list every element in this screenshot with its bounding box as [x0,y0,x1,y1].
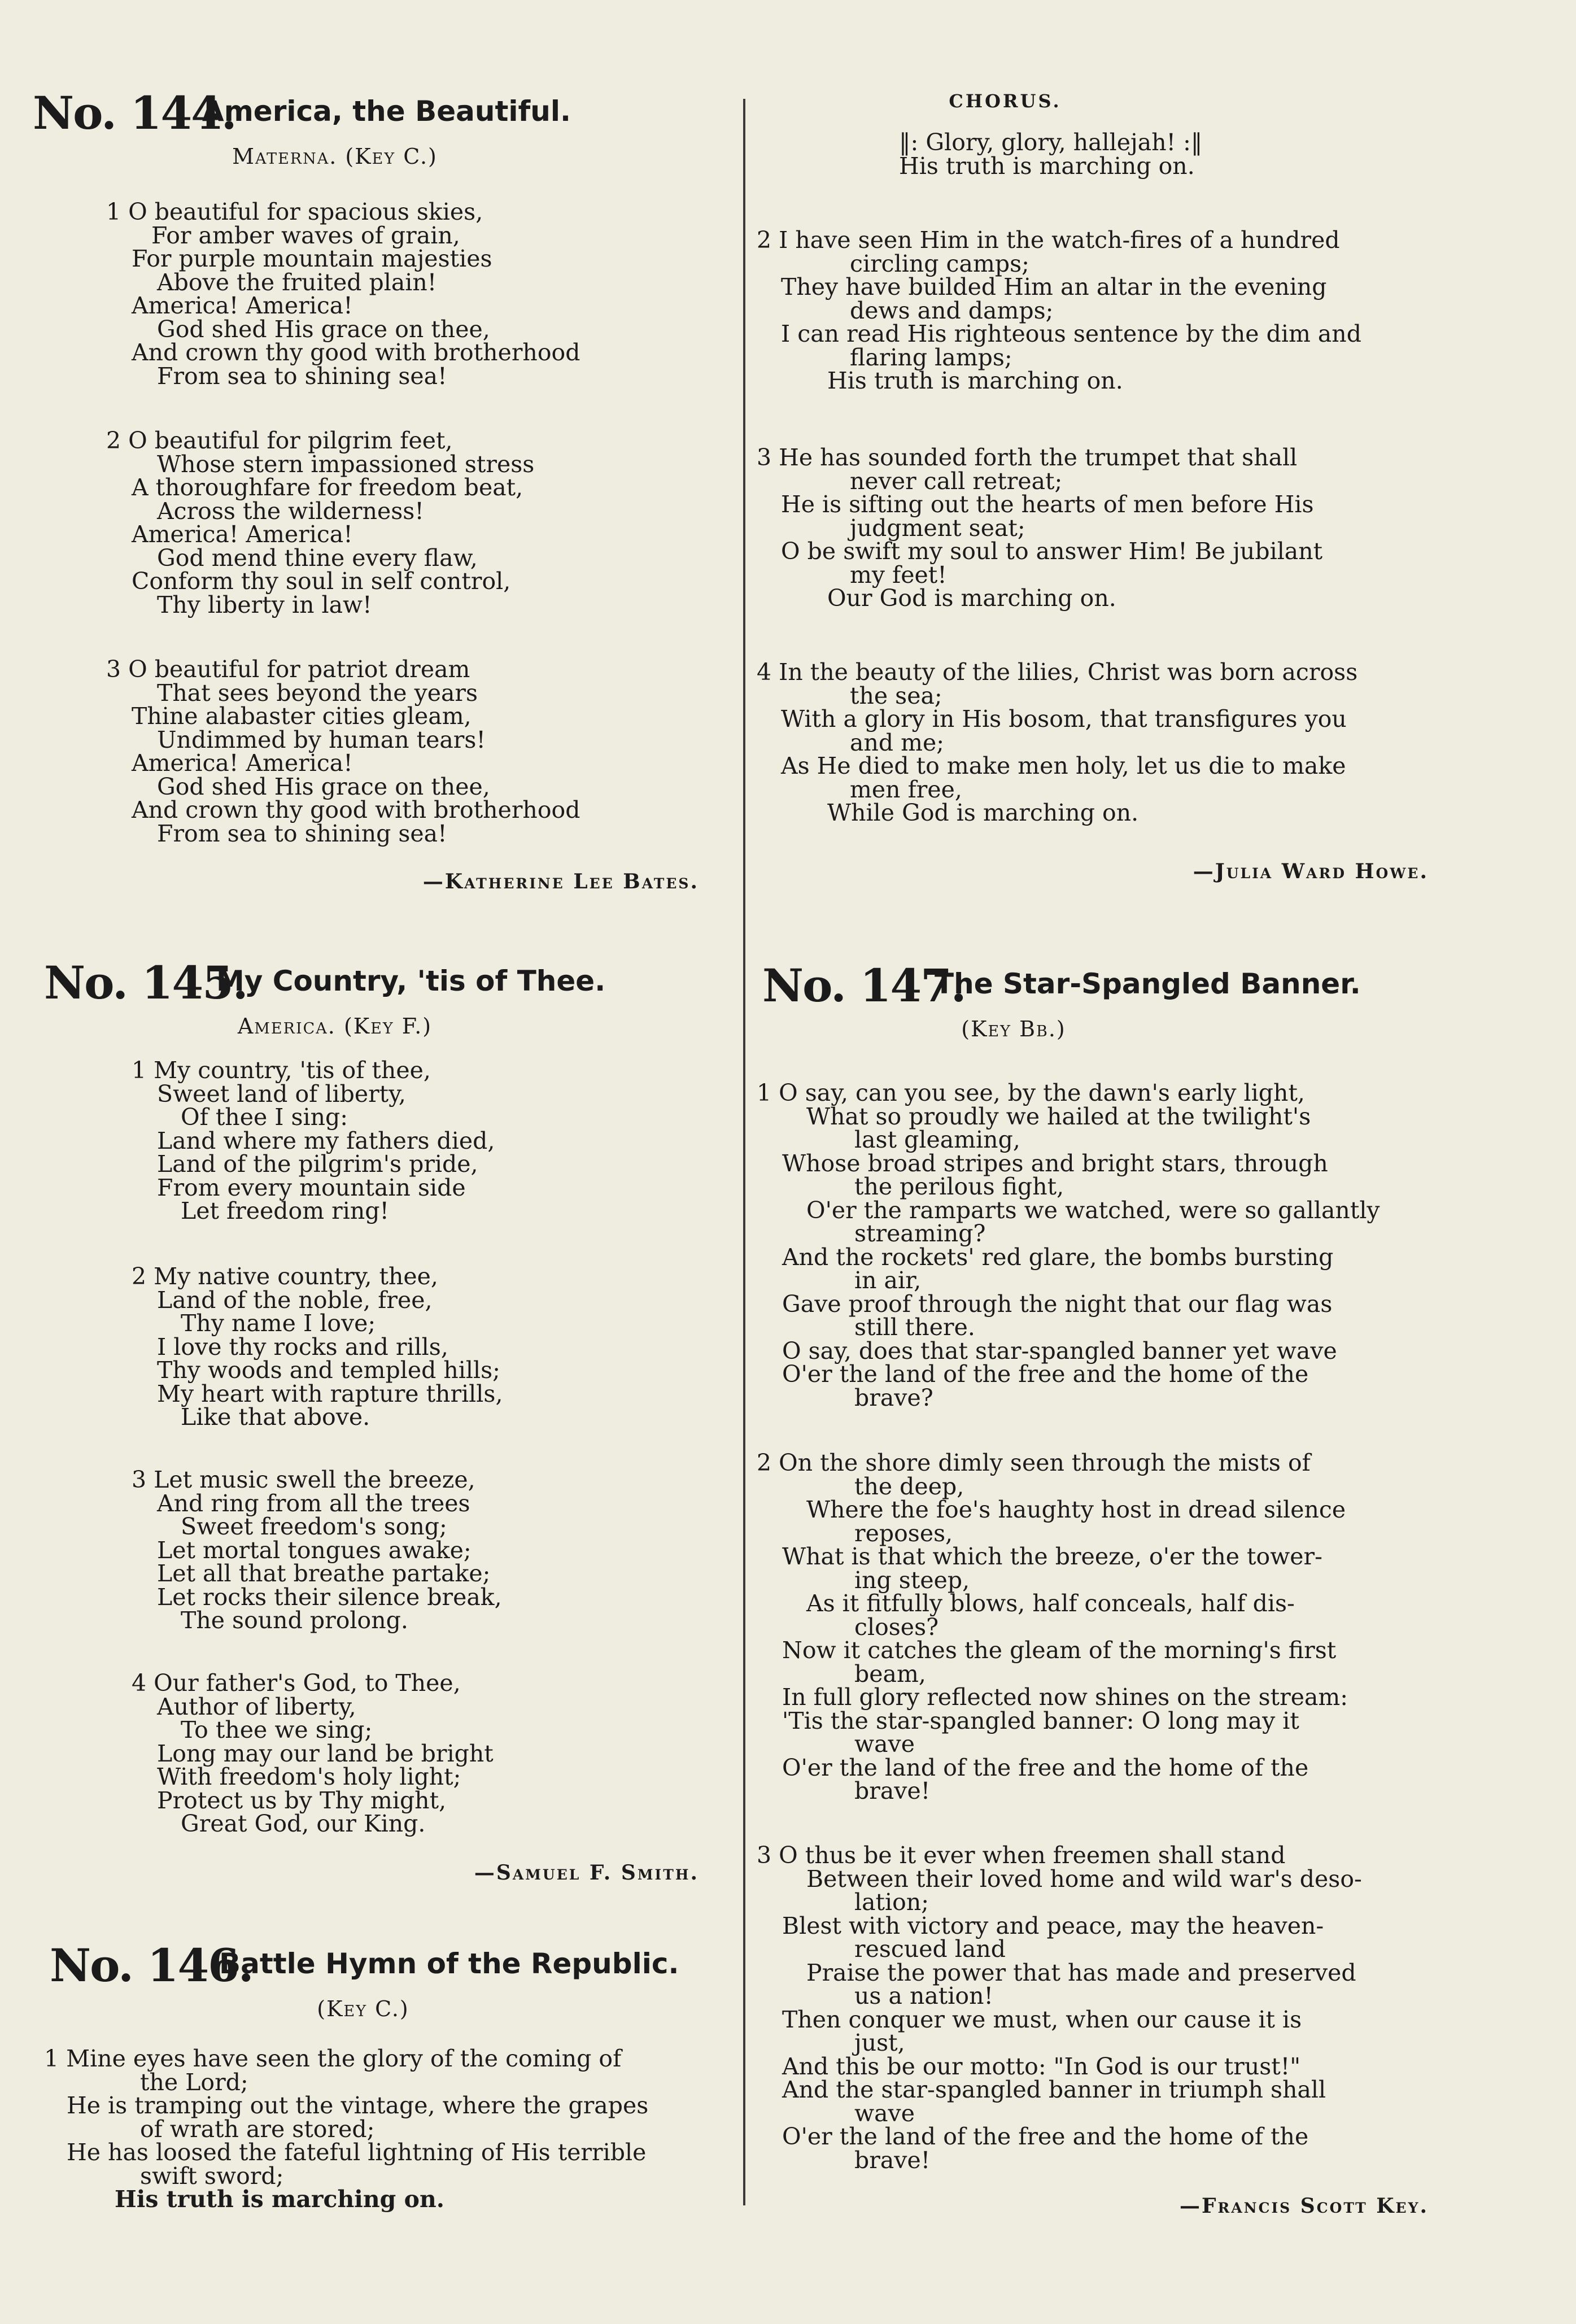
column-divider [743,99,745,2205]
verse-line: He is tramping out the vintage, where the grapes [67,2092,649,2119]
hymn-tune: (Key C.) [317,1996,409,2021]
verse-line: Let freedom ring! [181,1197,389,1224]
verse-line: And the rockets' red glare, the bombs bursting [782,1243,1334,1271]
verse-line: Author of liberty, [157,1693,356,1720]
verse-line: Thy woods and templed hills; [157,1357,500,1384]
verse-line: the sea; [850,682,942,709]
verse-line: I love thy rocks and rills, [157,1333,448,1361]
verse-line: God shed His grace on thee, [157,773,490,800]
verse-line: As it fitfully blows, half conceals, half dis- [806,1590,1295,1617]
verse-line: And crown thy good with brotherhood [132,339,580,366]
verse-1 [751,1079,1468,1411]
verse-line: Thy name I love; [181,1310,376,1337]
verse-line: my feet! [850,561,947,588]
verse-line: 4 Our father's God, to Thee, [132,1669,461,1697]
verse-line: men free, [850,775,962,803]
verse-line: A thoroughfare for freedom beat, [132,474,523,501]
verse-line: Blest with victory and peace, may the heaven- [782,1912,1324,1939]
verse-line: closes? [854,1613,939,1641]
verse-line: Sweet freedom's song; [181,1513,447,1540]
verse-line: brave! [854,1777,931,1804]
verse-line: O say, does that star-spangled banner yet wave [782,1337,1337,1364]
verse-line: Sweet land of liberty, [157,1080,406,1108]
verse-line: last gleaming, [854,1126,1020,1153]
verse-line: His truth is marching on. [827,367,1123,394]
hymn-title: Battle Hymn of the Republic. [219,1947,679,1980]
verse-line: O'er the land of the free and the home of the [782,2123,1309,2150]
hymn-author: —Katherine Lee Bates. [422,870,699,893]
verse-3 [33,1468,739,1633]
verse-line: rescued land [854,1935,1006,1963]
verse-line: For amber waves of grain, [151,221,460,249]
verse-line: For purple mountain majesties [132,245,492,272]
verse-line: judgment seat; [850,514,1025,542]
verse-line: O'er the ramparts we watched, were so gallantly [806,1196,1380,1224]
verse-line: Of thee I sing: [181,1104,348,1131]
hymn-author: —Francis Scott Key. [1179,2194,1429,2218]
verse-line: Undimmed by human tears! [157,726,486,753]
verse-line: And crown thy good with brotherhood [132,796,580,823]
hymn-tune: (Key Bb.) [961,1017,1066,1041]
verse-line: Like that above. [181,1403,370,1431]
chorus [751,131,1468,178]
verse-line: Across the wilderness! [157,497,424,525]
hymn-146 [33,1939,739,2282]
hymn-tune: Materna. (Key C.) [232,144,438,169]
verse-line: circling camps; [850,250,1029,277]
verse-line: Where the foe's haughty host in dread silence [806,1496,1346,1523]
hymn-title: The Star-Spangled Banner. [935,967,1361,1000]
verse-line: God mend thine every flaw, [157,544,478,572]
verse-line: 2 On the shore dimly seen through the mists of [757,1449,1311,1476]
verse-line: 1 Mine eyes have seen the glory of the coming of [44,2045,622,2072]
verse-line: My heart with rapture thrills, [157,1380,503,1407]
verse-line: still there. [854,1314,975,1341]
verse-line: Land where my fathers died, [157,1127,495,1154]
verse-1 [33,200,739,388]
verse-2 [33,429,739,617]
verse-line: 1 O beautiful for spacious skies, [106,198,483,225]
verse-line: Now it catches the gleam of the morning's first [782,1637,1337,1664]
left-column [33,0,739,2324]
verse-line: O be swift my soul to answer Him! Be jubilant [781,538,1323,565]
verse-line: Whose broad stripes and bright stars, through [782,1149,1328,1177]
verse-line: America! America! [132,292,353,319]
verse-3 [33,658,739,845]
verse-line: 2 My native country, thee, [132,1263,438,1290]
hymn-author: —Julia Ward Howe. [1193,860,1429,883]
verse-line: O'er the land of the free and the home of the [782,1361,1309,1388]
verse-line: Thine alabaster cities gleam, [132,703,472,730]
hymn-number: No. 144. [33,86,236,139]
verse-line: 2 O beautiful for pilgrim feet, [106,427,453,454]
verse-line: That sees beyond the years [157,679,478,707]
verse-line: and me; [850,729,945,756]
verse-line: the deep, [854,1472,964,1500]
verse-line: While God is marching on. [827,799,1139,826]
verse-line: And the star-spangled banner in triumph shall [782,2076,1326,2103]
verse-3 [751,1844,1468,2172]
verse-line: He is sifting out the hearts of men before His [781,491,1314,518]
verse-line: lation; [854,1889,929,1916]
verse-line: never call retreat; [850,467,1063,495]
verse-2 [751,226,1468,394]
verse-line: brave! [854,2146,931,2174]
hymn-title: America, the Beautiful. [202,95,571,128]
hymn-147 [751,959,1468,2234]
hymn-tune: America. (Key F.) [237,1014,433,1039]
hymn-144 [33,86,739,898]
verse-line: Long may our land be bright [157,1739,494,1767]
verse-line: 1 My country, 'tis of thee, [132,1057,431,1084]
verse-line: 2 I have seen Him in the watch-fires of a hundred [757,226,1340,254]
verse-line: Between their loved home and wild war's deso- [806,1865,1362,1893]
verse-line: From every mountain side [157,1174,466,1201]
verse-2 [751,1451,1468,1803]
verse-line: Gave proof through the night that our flag was [782,1290,1333,1318]
verse-line: From sea to shining sea! [157,362,447,390]
verse-line: With a glory in His bosom, that transfigures you [781,705,1347,732]
verse-line: Thy liberty in law! [157,591,372,618]
verse-line: Great God, our King. [181,1810,426,1837]
verse-line: swift sword; [140,2162,284,2190]
verse-line: us a nation! [854,1982,993,2009]
verse-line: Whose stern impassioned stress [157,450,535,478]
verse-line: of wrath are stored; [140,2115,375,2143]
verse-line: just, [854,2029,905,2056]
verse-line: ing steep, [854,1566,970,1594]
verse-line: The sound prolong. [181,1607,408,1634]
chorus-label: CHORUS. [949,90,1062,112]
verse-line: 'Tis the star-spangled banner: O long may it [782,1707,1299,1734]
verse-line: 3 He has sounded forth the trumpet that shall [757,444,1298,471]
verse-line: wave [854,1730,915,1758]
verse-line: They have builded Him an altar in the evening [781,273,1327,300]
verse-line: 3 Let music swell the breeze, [132,1466,475,1493]
verse-4 [33,1669,739,1837]
hymn-number: No. 145. [44,956,247,1009]
hymn-146-continued [751,0,1468,904]
chorus-line: His truth is marching on. [899,152,1195,180]
verse-line: Land of the noble, free, [157,1286,433,1314]
verse-line: As He died to make men holy, let us die to make [781,752,1346,779]
verse-line: beam, [854,1660,926,1688]
verse-line: O'er the land of the free and the home of the [782,1754,1309,1781]
verse-line: With freedom's holy light; [157,1763,461,1790]
verse-line: 3 O beautiful for patriot dream [106,656,470,683]
hymn-title: My Country, 'tis of Thee. [216,965,606,997]
verse-line: 4 In the beauty of the lilies, Christ was born across [757,659,1358,686]
verse-line: Let all that breathe partake; [157,1560,491,1587]
verse-line: America! America! [132,521,353,548]
verse-line: He has loosed the fateful lightning of His terrible [67,2139,647,2166]
verse-line: What is that which the breeze, o'er the tower- [782,1543,1323,1570]
verse-line: From sea to shining sea! [157,819,447,847]
verse-line: streaming? [854,1220,986,1247]
hymn-145 [33,956,739,1892]
chorus-line: ‖: Glory, glory, hallejah! :‖ [899,129,1203,156]
verse-line: America! America! [132,749,353,777]
verse-line: brave? [854,1384,933,1411]
verse-4 [751,661,1468,825]
verse-line: Above the fruited plain! [157,268,437,296]
hymn-number: No. 147. [762,959,966,1012]
verse-line: in air, [854,1267,922,1294]
verse-line: Let mortal tongues awake; [157,1536,472,1564]
verse-line: His truth is marching on. [115,2186,445,2213]
hymn-author: —Samuel F. Smith. [474,1861,699,1885]
verse-3 [751,446,1468,611]
verse-1 [33,1059,739,1223]
verse-line: Protect us by Thy might, [157,1786,447,1814]
verse-line: In full glory reflected now shines on the stream: [782,1684,1348,1711]
verse-line: To thee we sing; [181,1716,373,1743]
verse-line: reposes, [854,1519,953,1547]
verse-line: Let rocks their silence break, [157,1583,502,1611]
verse-line: Then conquer we must, when our cause it is [782,2005,1302,2033]
hymn-number: No. 146. [50,1939,253,1992]
verse-line: Our God is marching on. [827,585,1116,612]
verse-line: the Lord; [140,2068,248,2096]
verse-line: I can read His righteous sentence by the dim and [781,320,1361,347]
verse-line: dews and damps; [850,297,1054,324]
verse-line: And ring from all the trees [157,1489,470,1517]
verse-line: flaring lamps; [850,343,1012,371]
verse-line: wave [854,2099,915,2127]
verse-line: Land of the pilgrim's pride, [157,1150,478,1178]
verse-line: 3 O thus be it ever when freemen shall stand [757,1842,1286,1869]
verse-line: Conform thy soul in self control, [132,568,511,595]
verse-line: the perilous fight, [854,1173,1064,1200]
verse-line: What so proudly we hailed at the twilight's [806,1102,1311,1130]
verse-line: Praise the power that has made and preserved [806,1959,1356,1986]
verse-2 [33,1265,739,1429]
verse-line: 1 O say, can you see, by the dawn's early light, [757,1079,1305,1106]
right-column [751,0,1468,2324]
verse-line: And this be our motto: "In God is our trust!" [782,2052,1301,2080]
verse-line: God shed His grace on thee, [157,315,490,343]
verse-1 [33,2047,739,2212]
